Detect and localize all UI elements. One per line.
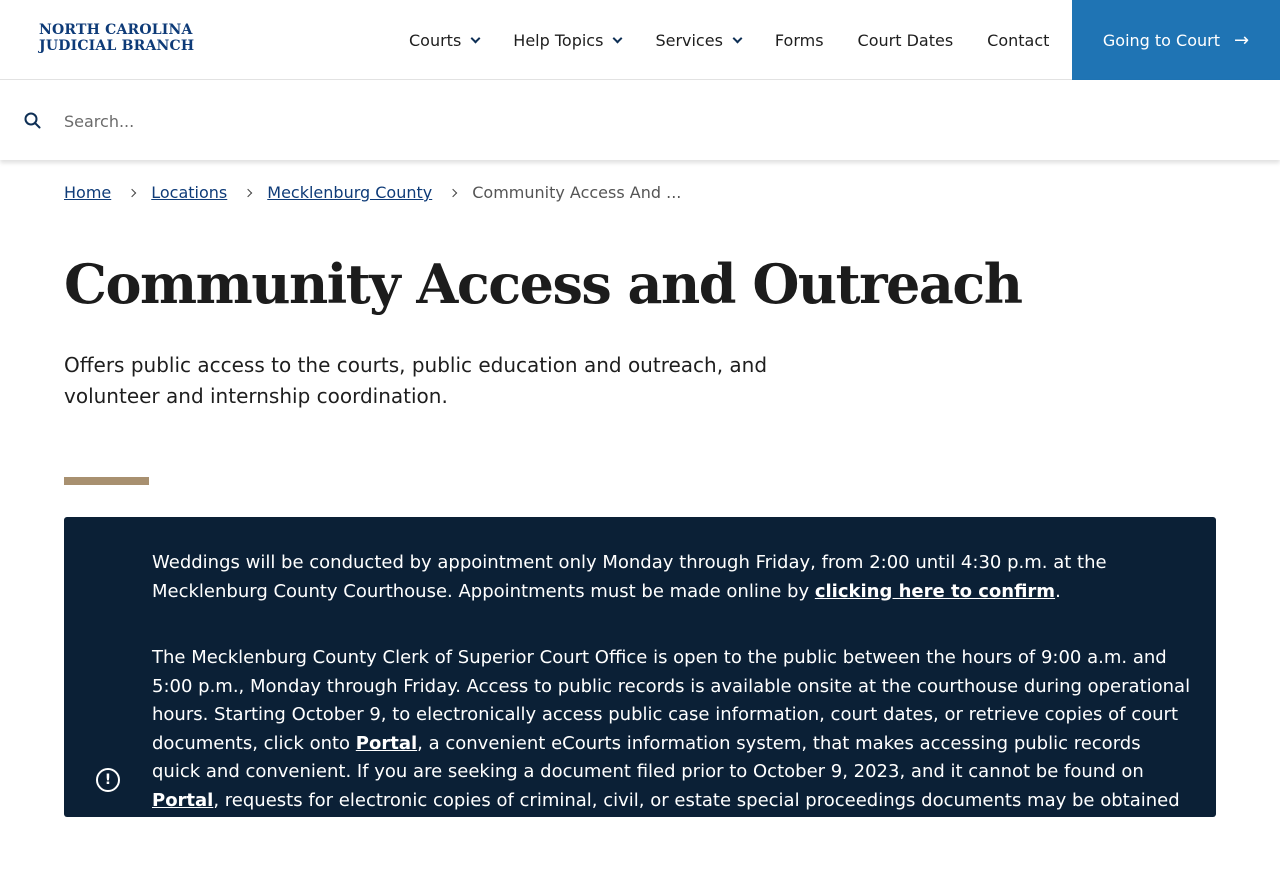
nav-label: Court Dates (857, 30, 954, 50)
nav-label: Services (655, 30, 723, 50)
nav-item-forms[interactable] (775, 31, 824, 50)
logo-line-1: NORTH CAROLINA (39, 22, 193, 38)
alert-panel (64, 517, 1216, 839)
nav-item-court-dates[interactable] (858, 31, 954, 50)
alert-text-segment: Weddings will be conducted by appointment only Monday through Friday, from 2:00 until 4:30 p.m. at the Mecklenburg County Courthouse. Appointments must be made online by (152, 552, 1107, 602)
nav-label: Help Topics (513, 30, 604, 50)
breadcrumb-locations[interactable]: Locations (151, 183, 228, 202)
nav-label: Contact (987, 30, 1050, 50)
site-header (0, 0, 1280, 80)
nav-item-services[interactable] (655, 31, 740, 50)
nav-item-courts[interactable] (409, 31, 479, 50)
alert-text-segment: , requests for electronic copies of criminal, civil, or estate special proceedings documents may be obtained by (152, 789, 1180, 839)
breadcrumb-county[interactable]: Mecklenburg County (267, 183, 433, 202)
logo-line-2: JUDICIAL BRANCH (39, 38, 195, 54)
nav-label: Forms (774, 30, 824, 50)
nav-item-help-topics[interactable] (513, 31, 621, 50)
alert-paragraph-clerk (152, 644, 1192, 844)
alert-circle-icon: ! (96, 768, 120, 792)
chevron-down-icon (613, 33, 623, 43)
breadcrumb (64, 183, 681, 202)
nav-label: Courts (409, 30, 462, 50)
portal-link[interactable]: Portal (355, 732, 418, 754)
search-icon[interactable] (24, 112, 41, 129)
arrow-right-icon: → (1234, 29, 1250, 51)
main-nav (392, 0, 1066, 80)
alert-paragraph-weddings (152, 549, 1192, 606)
search-input[interactable] (64, 106, 1244, 136)
chevron-down-icon (471, 33, 481, 43)
chevron-right-icon (244, 188, 252, 196)
breadcrumb-home[interactable]: Home (64, 183, 112, 202)
chevron-down-icon (732, 33, 742, 43)
alert-text-segment: . (1055, 580, 1061, 602)
page-intro: Offers public access to the courts, public education and outreach, and volunteer and internship coordination. (64, 353, 768, 408)
page-title: Community Access and Outreach (64, 252, 1022, 316)
going-to-court-button[interactable] (1072, 0, 1280, 80)
search-bar (0, 80, 1280, 160)
accent-divider (64, 477, 149, 485)
confirm-appointment-link[interactable]: clicking here to confirm (814, 580, 1056, 602)
alert-text (152, 549, 1192, 882)
chevron-right-icon (128, 188, 136, 196)
breadcrumb-current: Community Access And ... (472, 183, 682, 202)
portal-link[interactable]: Portal (152, 789, 214, 811)
alert-text-segment: The Mecklenburg County Clerk of Superior Court Office is open to the public between the hours of 9:00 a.m. and 5:00 p.m., Monday through Friday. Access to public records is available onsite at the courthouse during operational hours. Starting October 9, to electronically access public case information, court dates, or retrieve copies of court documents, click onto (152, 647, 1191, 754)
cta-label: Going to Court (1102, 30, 1221, 50)
nav-item-contact[interactable] (987, 31, 1049, 50)
alert-text-segment: , a convenient eCourts information system, that makes accessing public records quick and convenient. If you are seeking a document filed prior to October 9, 2023, and it cannot be found on (152, 732, 1144, 782)
site-logo[interactable] (39, 22, 194, 54)
chevron-right-icon (449, 188, 457, 196)
